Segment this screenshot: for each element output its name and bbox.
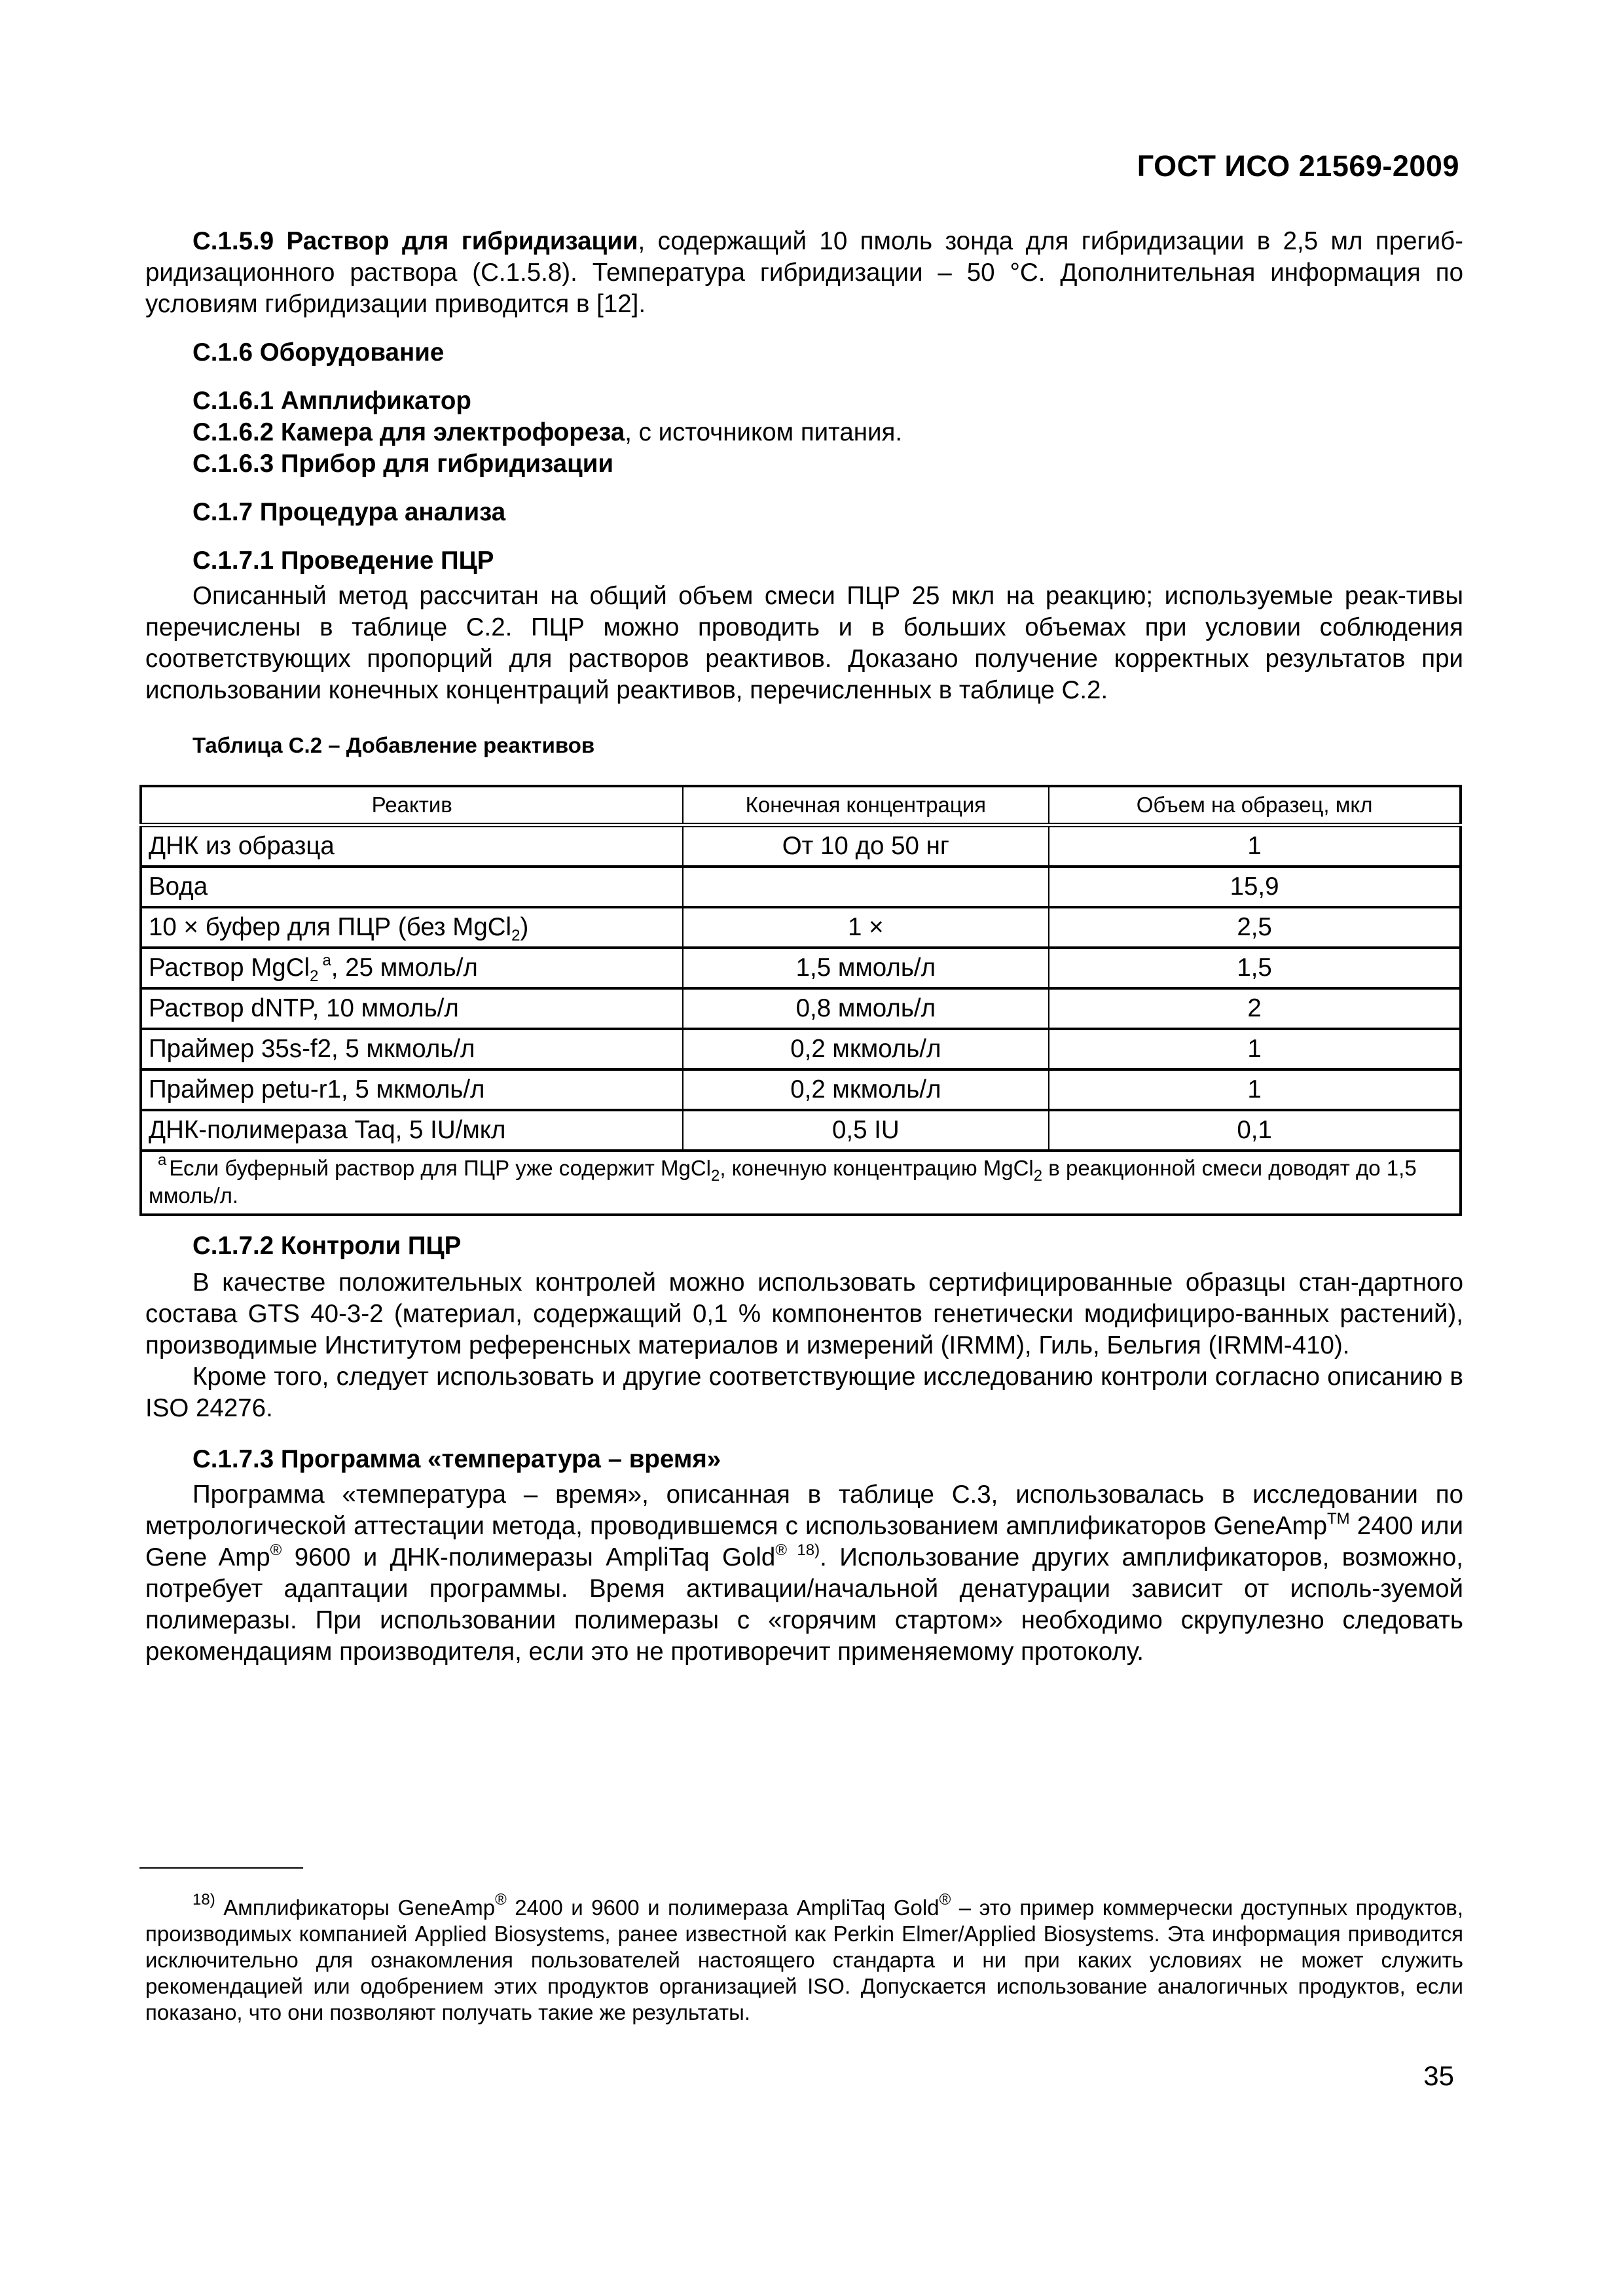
registered-mark: ® — [775, 1541, 788, 1559]
cell-concentration: 0,8 ммоль/л — [683, 988, 1049, 1029]
section-c159 — [145, 226, 1463, 320]
footnote-reference[interactable]: 18) — [787, 1541, 820, 1559]
cell-reagent — [141, 948, 683, 988]
cell-reagent-text: 10 × буфер для ПЦР (без MgCl — [149, 913, 512, 941]
page-number: 35 — [1423, 2060, 1454, 2091]
cell-volume: 2 — [1049, 988, 1461, 1029]
cell-reagent: Праймер petu-r1, 5 мкмоль/л — [141, 1069, 683, 1110]
footnote-18 — [145, 1891, 1463, 2026]
section-c159-title: С.1.5.9 Раствор для гибридизации — [192, 227, 638, 255]
table-row — [141, 1110, 1461, 1151]
cell-reagent: Раствор dNTP, 10 ммоль/л — [141, 988, 683, 1029]
section-c172-title: С.1.7.2 Контроли ПЦР — [192, 1232, 462, 1260]
section-c171-text: Описанный метод рассчитан на общий объем смеси ПЦР 25 мкл на реакцию; используемые реак-тивы перечислены в таблице С.2. ПЦР можно проводить и в больших объемах при условии соблюдения соответствующих пропорций для растворов реактивов. Доказано получение корректных результатов при использовании конечных концентраций реактивов, перечисленных в таблице С.2. — [145, 582, 1463, 704]
text-run: Программа «температура – время», описанная в таблице С.3, использовалась в исследовании по метрологической аттестации метода, проводившемся с использованием амплификаторов GeneAmp — [145, 1480, 1463, 1540]
registered-mark: ® — [939, 1891, 951, 1909]
cell-reagent-text-end: , 25 ммоль/л — [331, 954, 478, 982]
cell-concentration: 0,2 мкмоль/л — [683, 1029, 1049, 1069]
text-run: 2400 или Gene Amp — [145, 1512, 1463, 1571]
footnote-separator — [139, 1867, 303, 1869]
text-run: Амплификаторы GeneAmp — [215, 1895, 496, 1920]
footnote-marker: a — [322, 952, 331, 969]
registered-mark: ® — [495, 1891, 507, 1909]
document-standard-id: ГОСТ ИСО 21569-2009 — [1137, 149, 1459, 183]
table-caption: Таблица С.2 – Добавление реактивов — [192, 733, 595, 757]
table-row — [141, 1069, 1461, 1110]
cell-concentration: 0,5 IU — [683, 1110, 1049, 1151]
section-c172-para2: Кроме того, следует использовать и другие соответствующие исследованию контроли согласно описанию в ISO 24276. — [145, 1363, 1463, 1422]
subscript: 2 — [1033, 1167, 1043, 1185]
table-row — [141, 867, 1461, 907]
section-c173-text — [145, 1479, 1463, 1668]
table-header-row — [141, 786, 1461, 825]
cell-reagent-text-end: ) — [520, 913, 529, 941]
cell-concentration: 0,2 мкмоль/л — [683, 1069, 1049, 1110]
cell-volume: 0,1 — [1049, 1110, 1461, 1151]
subscript: 2 — [511, 927, 520, 944]
trademark-mark: TM — [1326, 1510, 1350, 1528]
cell-volume: 1,5 — [1049, 948, 1461, 988]
table-row — [141, 1029, 1461, 1069]
cell-reagent: Праймер 35s-f2, 5 мкмоль/л — [141, 1029, 683, 1069]
table-note-row — [141, 1151, 1461, 1215]
cell-concentration: 1 × — [683, 907, 1049, 948]
section-c17-title: С.1.7 Процедура анализа — [192, 498, 506, 526]
footnote-marker: a — [158, 1151, 167, 1169]
cell-concentration: 1,5 ммоль/л — [683, 948, 1049, 988]
subscript: 2 — [711, 1167, 720, 1185]
reagents-table — [139, 785, 1462, 1216]
cell-concentration: От 10 до 50 нг — [683, 825, 1049, 867]
table-note — [141, 1151, 1461, 1215]
cell-reagent: ДНК из образца — [141, 825, 683, 867]
registered-mark: ® — [270, 1541, 282, 1559]
table-note-text: в реакционной смеси доводят до 1,5 ммоль/л. — [149, 1156, 1417, 1208]
cell-volume: 1 — [1049, 1029, 1461, 1069]
cell-volume: 15,9 — [1049, 867, 1461, 907]
cell-volume: 1 — [1049, 825, 1461, 867]
text-run: . Использование других амплификаторов, возможно, потребует адаптации программы. Время активации/начальной денатурации зависит от исполь-зуемой полимеразы. При использовании полимеразы с «горячим стартом» необходимо скрупулезно следовать рекомендациям производителя, если это не противоречит применяемому протоколу. — [145, 1543, 1463, 1666]
section-c162-text: , с источником питания. — [625, 418, 903, 446]
text-run: 2400 и 9600 и полимераза AmpliTaq Gold — [506, 1895, 939, 1920]
table-row — [141, 907, 1461, 948]
cell-reagent: Вода — [141, 867, 683, 907]
column-header-reagent: Реактив — [141, 786, 683, 825]
table-row — [141, 948, 1461, 988]
footnote-marker: 18) — [192, 1891, 215, 1909]
column-header-concentration: Конечная концентрация — [683, 786, 1049, 825]
subscript: 2 — [310, 967, 319, 985]
section-c162-title: С.1.6.2 Камера для электрофореза — [192, 418, 625, 446]
section-c171-title: С.1.7.1 Проведение ПЦР — [192, 547, 494, 575]
table-row — [141, 988, 1461, 1029]
cell-volume: 1 — [1049, 1069, 1461, 1110]
cell-reagent: ДНК-полимераза Taq, 5 IU/мкл — [141, 1110, 683, 1151]
text-run: 9600 и ДНК-полимеразы AmpliTaq Gold — [282, 1543, 776, 1571]
column-header-volume: Объем на образец, мкл — [1049, 786, 1461, 825]
cell-volume: 2,5 — [1049, 907, 1461, 948]
section-c162 — [145, 417, 1463, 448]
table-row — [141, 825, 1461, 867]
section-c16-title: С.1.6 Оборудование — [192, 338, 445, 367]
section-c173-title: С.1.7.3 Программа «температура – время» — [192, 1445, 721, 1473]
footnote-text — [145, 1891, 1463, 2026]
cell-reagent-text: Раствор MgCl — [149, 954, 310, 982]
section-c161-title: С.1.6.1 Амплификатор — [192, 387, 471, 415]
section-c159-text: , содержащий 10 пмоль зонда для гибридизации в 2,5 мл прегиб-ридизационного раствора (С.1.5.8). Температура гибридизации – 50 °С. Дополнительная информация по условиям гибридизации приводится в [12]. — [145, 227, 1463, 318]
section-c163-title: С.1.6.3 Прибор для гибридизации — [192, 450, 614, 478]
table-note-text: Если буферный раствор для ПЦР уже содержит MgCl — [169, 1156, 712, 1180]
cell-concentration — [683, 867, 1049, 907]
table-note-text: , конечную концентрацию MgCl — [720, 1156, 1034, 1180]
section-c172-para1: В качестве положительных контролей можно использовать сертифицированные образцы стан-дартного состава GTS 40-3-2 (материал, содержащий 0,1 % компонентов генетически модифициро-ванных растений), производимые Институтом референсных материалов и измерений (IRMM), Гиль, Бельгия (IRMM-410). — [145, 1268, 1463, 1359]
cell-reagent — [141, 907, 683, 948]
page-content — [145, 226, 1463, 1668]
text-run: – это пример коммерчески доступных продуктов, производимых компанией Applied Biosystems, ранее известной как Perkin Elmer/Applied Biosystems. Эта информация приводится исключительно для ознакомления пользователей настоящего стандарта и ни при каких условиях не может служить рекомендацией или одобрением этих продуктов организацией ISO. Допускается использование аналогичных продуктов, если показано, что они позволяют получать такие же результаты. — [145, 1895, 1463, 2024]
